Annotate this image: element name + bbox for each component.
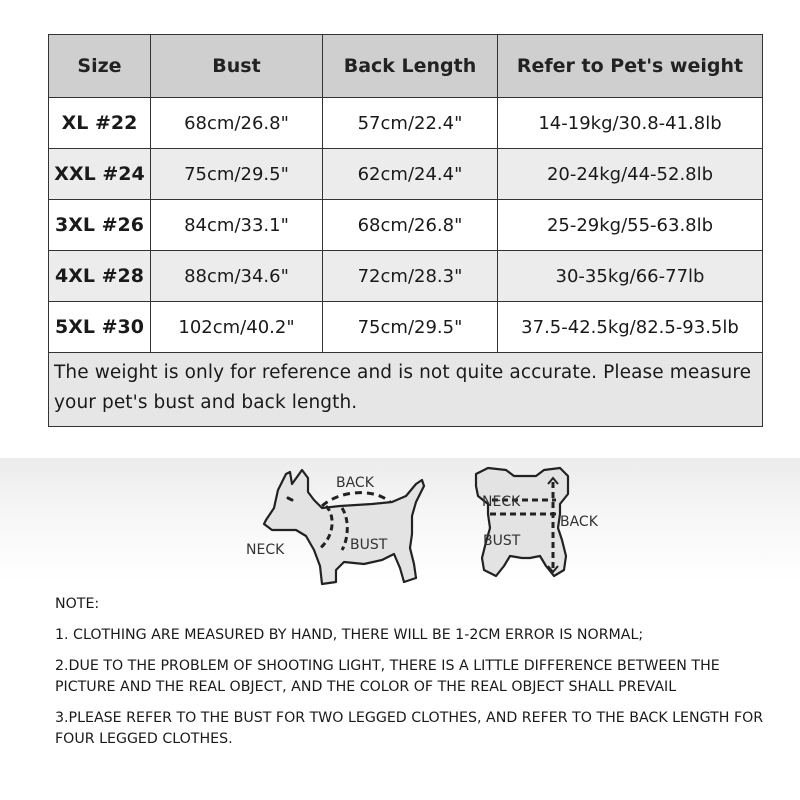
header-pet-weight: Refer to Pet's weight: [498, 35, 763, 98]
note-item: 1. CLOTHING ARE MEASURED BY HAND, THERE WILL BE 1-2CM ERROR IS NORMAL;: [55, 627, 644, 643]
header-back-length: Back Length: [323, 35, 498, 98]
top-neck-label: NECK: [482, 494, 521, 510]
weight-cell: 25-29kg/55-63.8lb: [498, 200, 763, 251]
back-length-cell: 62cm/24.4": [323, 149, 498, 200]
table-row: [49, 302, 763, 353]
header-bust: Bust: [151, 35, 323, 98]
size-cell: XXL #24: [49, 149, 151, 200]
table-row: [49, 98, 763, 149]
note-item: 3.PLEASE REFER TO THE BUST FOR TWO LEGGED CLOTHES, AND REFER TO THE BACK LENGTH FOR FOUR LEGGED CLOTHES.: [55, 710, 764, 747]
dog-side-eye: [288, 498, 292, 500]
size-cell: 4XL #28: [49, 251, 151, 302]
side-neck-label: NECK: [246, 542, 285, 558]
bust-cell: 75cm/29.5": [151, 149, 323, 200]
notes-section: [55, 590, 775, 760]
bust-cell: 102cm/40.2": [151, 302, 323, 353]
size-cell: XL #22: [49, 98, 151, 149]
back-length-cell: 75cm/29.5": [323, 302, 498, 353]
bust-cell: 68cm/26.8": [151, 98, 323, 149]
side-back-label: BACK: [336, 475, 374, 491]
bust-cell: 88cm/34.6": [151, 251, 323, 302]
table-row: [49, 251, 763, 302]
back-length-cell: 57cm/22.4": [323, 98, 498, 149]
top-back-label: BACK: [560, 514, 598, 530]
bust-cell: 84cm/33.1": [151, 200, 323, 251]
weight-cell: 30-35kg/66-77lb: [498, 251, 763, 302]
dog-top-view-diagram: [448, 466, 618, 592]
note-item: 2.DUE TO THE PROBLEM OF SHOOTING LIGHT, THERE IS A LITTLE DIFFERENCE BETWEEN THE PICTURE AND THE REAL OBJECT, AND THE COLOR OF THE REAL OBJECT SHALL PREVAIL: [55, 658, 720, 695]
size-cell: 3XL #26: [49, 200, 151, 251]
table-header-row: [49, 35, 763, 98]
back-length-cell: 72cm/28.3": [323, 251, 498, 302]
side-bust-label: BUST: [350, 537, 388, 553]
weight-reference-note: The weight is only for reference and is not quite accurate. Please measure your pet's bust and back length.: [49, 353, 763, 427]
back-length-cell: 68cm/26.8": [323, 200, 498, 251]
size-cell: 5XL #30: [49, 302, 151, 353]
dog-side-view-diagram: [244, 458, 444, 590]
weight-cell: 37.5-42.5kg/82.5-93.5lb: [498, 302, 763, 353]
notes-title: NOTE:: [55, 596, 100, 612]
weight-cell: 20-24kg/44-52.8lb: [498, 149, 763, 200]
top-bust-label: BUST: [483, 533, 521, 549]
table-row: [49, 149, 763, 200]
table-note-row: [49, 353, 763, 427]
weight-cell: 14-19kg/30.8-41.8lb: [498, 98, 763, 149]
header-size: Size: [49, 35, 151, 98]
size-chart-table: [48, 34, 763, 427]
table-row: [49, 200, 763, 251]
